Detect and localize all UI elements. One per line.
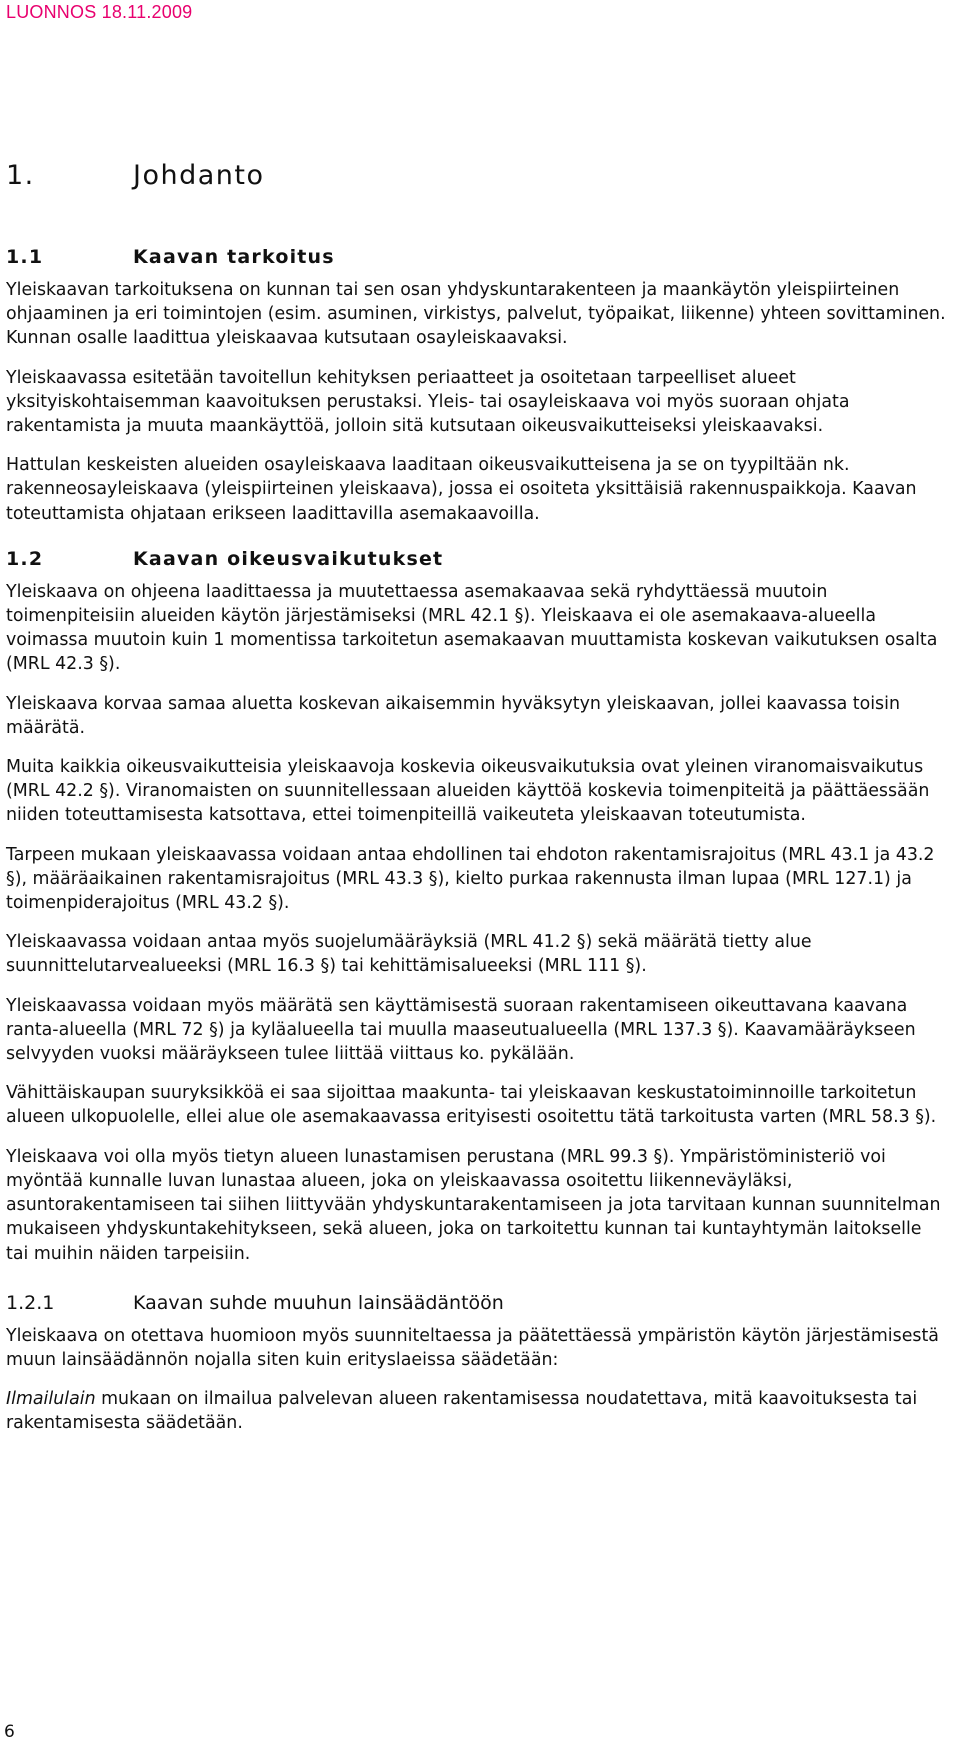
subsection-heading-1-2-1 <box>6 1292 946 1314</box>
paragraph: Yleiskaavassa voidaan myös määrätä sen käyttämisestä suoraan rakentamiseen oikeuttavana kaavana ranta-alueella (MRL 72 §) ja kyläalueella tai muulla maaseutualueella (MRL 137.3 §). Kaavamääräykseen selvyyden vuoksi määräykseen tulee liittää viittaus ko. pykälään. <box>6 995 916 1065</box>
law-name-italic: Ilmailulain <box>6 1389 96 1410</box>
paragraph: Yleiskaava on ohjeena laadittaessa ja muutettaessa asemakaavaa sekä ryhdyttäessä muutoin toimenpiteisiin alueiden käytön järjestämiseksi (MRL 42.1 §). Yleiskaava ei ole asemakaava-alueella voimassa muutoin kuin 1 momentissa tarkoitetun asemakaavan muuttamista koskevan vaikutuksen osalta (MRL 42.3 §). <box>6 581 938 675</box>
section-number: 1.1 <box>6 246 44 268</box>
subsection-title: Kaavan suhde muuhun lainsäädäntöön <box>133 1291 504 1314</box>
paragraph: Tarpeen mukaan yleiskaavassa voidaan antaa ehdollinen tai ehdoton rakentamisrajoitus (MRL 43.1 ja 43.2 §), määräaikainen rakentamisrajoitus (MRL 43.3 §), kielto purkaa rakennusta ilman lupaa (MRL 127.1) ja toimenpiderajoitus (MRL 43.2 §). <box>6 844 935 914</box>
paragraph: Yleiskaava voi olla myös tietyn alueen lunastamisen perustana (MRL 99.3 §). Ympäristöministeriö voi myöntää kunnalle luvan lunastaa alueen, joka on yleiskaavassa osoitettu liikenneväyläksi, asuntorakentamiseen tai siihen liittyvään yhdyskuntarakentamiseen ja jota tarvitaan kunnan suunnitelman mukaiseen yhdyskuntakehitykseen, sekä alueen, joka on tarkoitettu kunnan tai kuntayhtymän laitokselle tai muihin näiden tarpeisiin. <box>6 1146 941 1264</box>
paragraph: Hattulan keskeisten alueiden osayleiskaava laaditaan oikeusvaikutteisena ja se on tyypiltään nk. rakenneosayleiskaava (yleispiirteinen yleiskaava), jossa ei osoiteta yksittäisiä rakennuspaikkoja. Kaavan toteuttamista ohjataan erikseen laadittavilla asemakaavoilla. <box>6 455 917 524</box>
paragraph <box>6 1387 946 1435</box>
section-heading-1-2 <box>6 548 946 570</box>
page-number: 6 <box>4 1722 15 1742</box>
chapter-number: 1. <box>6 160 35 191</box>
paragraph: Yleiskaavassa voidaan antaa myös suojelumääräyksiä (MRL 41.2 §) sekä määrätä tietty alue suunnittelutarvealueeksi (MRL 16.3 §) tai kehittämisalueeksi (MRL 111 §). <box>6 932 812 977</box>
paragraph: Vähittäiskaupan suuryksikköä ei saa sijoittaa maakunta- tai yleiskaavan keskustatoiminnoille tarkoitetun alueen ulkopuolelle, ellei alue ole asemakaavassa erityisesti osoitettu tätä tarkoitusta varten (MRL 58.3 §). <box>6 1083 937 1128</box>
draft-date-header: LUONNOS 18.11.2009 <box>6 2 193 22</box>
paragraph-text: mukaan on ilmailua palvelevan alueen rakentamisessa noudatettava, mitä kaavoituksesta tai rakentamisesta säädetään. <box>6 1389 918 1434</box>
chapter-heading <box>6 160 946 191</box>
section-title: Kaavan tarkoitus <box>133 246 335 268</box>
paragraph: Yleiskaava korvaa samaa aluetta koskevan aikaisemmin hyväksytyn yleiskaavan, jollei kaavassa toisin määrätä. <box>6 693 900 738</box>
subsection-number: 1.2.1 <box>6 1291 55 1314</box>
paragraph: Muita kaikkia oikeusvaikutteisia yleiskaavoja koskevia oikeusvaikutuksia ovat yleinen viranomaisvaikutus (MRL 42.2 §). Viranomaisten on suunnitellessaan alueiden käyttöä koskevia toimenpiteitä ja päättäessään niiden toteuttamisesta katsottava, ettei toimenpiteillä vaikeuteta yleiskaavan toteutumista. <box>6 757 930 826</box>
section-heading-1-1 <box>6 246 946 268</box>
paragraph: Yleiskaavassa esitetään tavoitellun kehityksen periaatteet ja osoitetaan tarpeelliset alueet yksityiskohtaisemman kaavoituksen perustaksi. Yleis- tai osayleiskaava voi myös suoraan ohjata rakentamista ja muuta maankäyttöä, jolloin sitä kutsutaan oikeusvaikutteiseksi yleiskaavaksi. <box>6 367 850 437</box>
section-title: Kaavan oikeusvaikutukset <box>133 547 444 570</box>
document-body <box>6 160 946 1451</box>
section-number: 1.2 <box>6 547 44 570</box>
paragraph: Yleiskaava on otettava huomioon myös suunniteltaessa ja päätettäessä ympäristön käytön järjestämisestä muun lainsäädännön nojalla siten kuin erityslaeissa säädetään: <box>6 1325 939 1370</box>
chapter-title: Johdanto <box>133 160 265 191</box>
paragraph: Yleiskaavan tarkoituksena on kunnan tai sen osan yhdyskuntarakenteen ja maankäytön yleispiirteinen ohjaaminen ja eri toimintojen (esim. asuminen, virkistys, palvelut, työpaikat, liikenne) yhteen sovittaminen. Kunnan osalle laadittua yleiskaavaa kutsutaan osayleiskaavaksi. <box>6 280 946 349</box>
